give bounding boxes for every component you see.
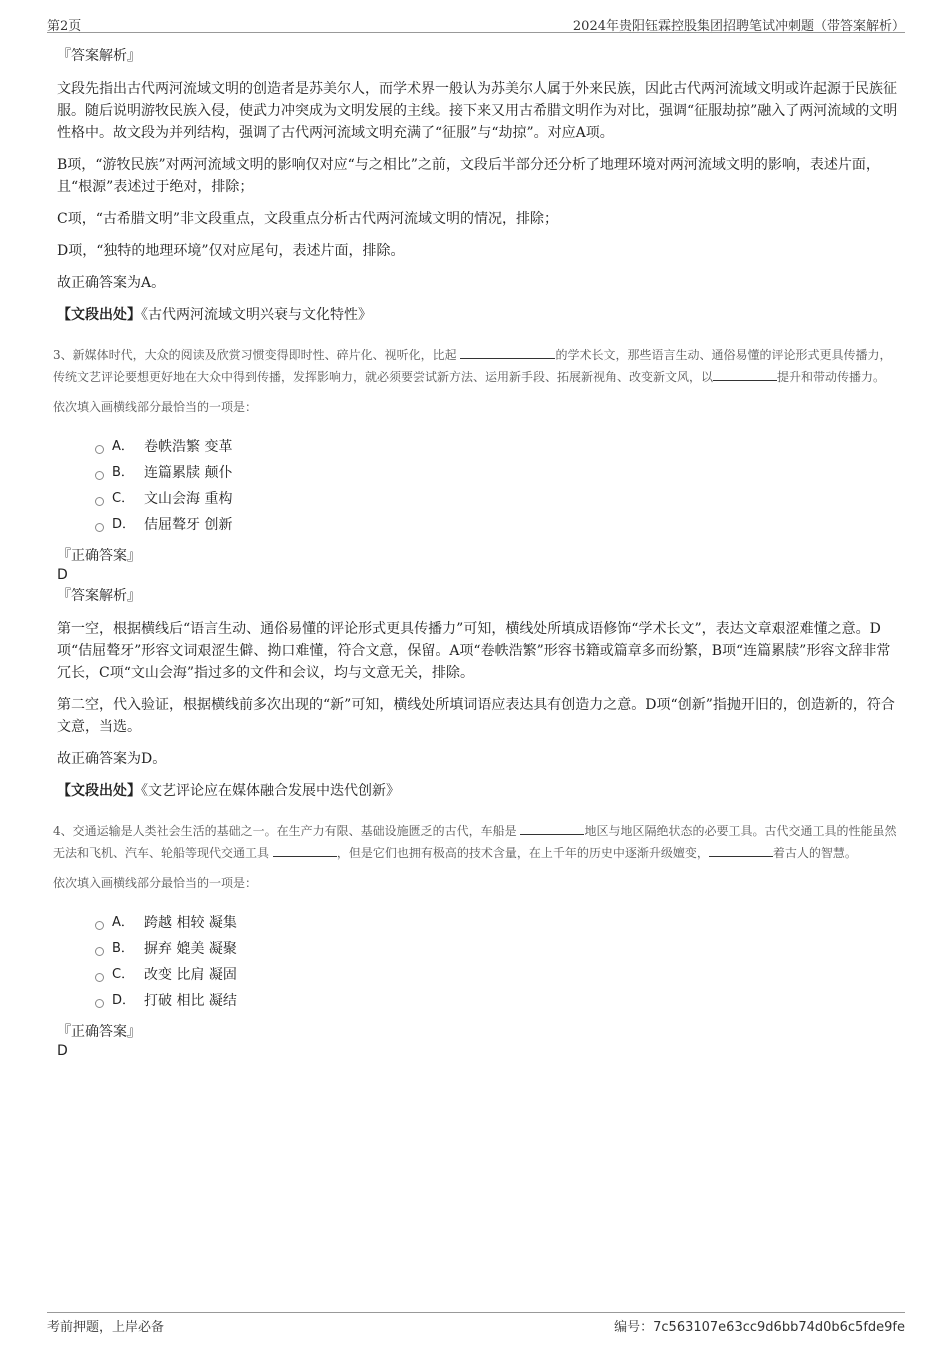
code-value: 7c563107e63cc9d6bb74d0b6c5fde9fe (653, 1320, 905, 1335)
option-b[interactable] (95, 936, 898, 962)
source-line (57, 780, 898, 802)
option-d[interactable] (95, 988, 898, 1014)
radio-icon[interactable] (95, 471, 104, 480)
stem-text: 着古人的智慧。 (772, 846, 857, 860)
stem-text: 3、新媒体时代，大众的阅读及欣赏习惯变得即时性、碎片化、视听化，比起 (53, 348, 461, 362)
source-title: 《文艺评论应在媒体融合发展中迭代创新》 (141, 783, 400, 799)
analysis-paragraph: D项，“独特的地理环境”仅对应尾句，表述片面，排除。 (57, 243, 405, 259)
option-text: 打破 相比 凝结 (144, 993, 237, 1009)
option-text: 连篇累牍 颠仆 (144, 465, 233, 481)
question-prompt: 依次填入画横线部分最恰当的一项是： (53, 876, 258, 890)
conclusion: 故正确答案为D。 (57, 751, 167, 767)
option-letter: B． (112, 941, 134, 956)
option-letter: A． (112, 915, 134, 930)
options-list (95, 910, 898, 1014)
options-list (95, 434, 898, 538)
radio-icon[interactable] (95, 523, 104, 532)
analysis-tag: 『答案解析』 (57, 588, 141, 604)
conclusion: 故正确答案为A。 (57, 275, 166, 291)
analysis-paragraph: C项，“古希腊文明”非文段重点，文段重点分析古代两河流域文明的情况，排除； (57, 211, 559, 227)
question-4-stem (53, 820, 898, 864)
option-d[interactable] (95, 512, 898, 538)
document-title: 2024年贵阳钰霖控股集团招聘笔试冲刺题（带答案解析） (572, 19, 905, 34)
radio-icon[interactable] (95, 921, 104, 930)
radio-icon[interactable] (95, 445, 104, 454)
blank-line (709, 843, 773, 857)
code-label: 编号： (614, 1320, 654, 1335)
radio-icon[interactable] (95, 947, 104, 956)
option-letter: A． (112, 439, 134, 454)
page-content (53, 46, 898, 1062)
option-letter: B． (112, 465, 134, 480)
radio-icon[interactable] (95, 497, 104, 506)
option-b[interactable] (95, 460, 898, 486)
stem-text: 的学术长文，那些语言生动、通俗易懂的评论形式更具传播力，传统文艺评论要想更好地在大众中得到传播，发挥影响力，就必须要尝试新方法、运用新手段、拓展新视角、改变新文风，以 (53, 348, 892, 384)
correct-answer: D (57, 567, 68, 583)
blank-line (520, 821, 584, 835)
correct-answer: D (57, 1043, 68, 1059)
blank-line (713, 367, 777, 381)
option-letter: C． (112, 491, 135, 506)
stem-text: 4、交通运输是人类社会生活的基础之一。在生产力有限、基础设施匮乏的古代，车船是 (53, 824, 521, 838)
option-text: 卷帙浩繁 变革 (144, 439, 233, 455)
blank-line (460, 345, 555, 359)
answer-tag: 『正确答案』 (57, 1024, 141, 1040)
radio-icon[interactable] (95, 973, 104, 982)
option-c[interactable] (95, 486, 898, 512)
option-letter: D． (112, 517, 136, 532)
option-text: 跨越 相较 凝集 (144, 915, 237, 931)
option-a[interactable] (95, 434, 898, 460)
source-label: 【文段出处】 (57, 307, 141, 323)
option-text: 文山会海 重构 (144, 491, 233, 507)
option-text: 摒弃 媲美 凝聚 (144, 941, 237, 957)
source-line (57, 304, 898, 326)
source-title: 《古代两河流域文明兴衰与文化特性》 (141, 307, 372, 323)
footer-slogan: 考前押题，上岸必备 (47, 1320, 165, 1335)
option-text: 改变 比肩 凝固 (144, 967, 237, 983)
document-code (614, 1316, 905, 1335)
question-prompt: 依次填入画横线部分最恰当的一项是： (53, 400, 258, 414)
question-3-stem (53, 344, 898, 388)
option-letter: C． (112, 967, 135, 982)
analysis-paragraph: 文段先指出古代两河流域文明的创造者是苏美尔人，而学术界一般认为苏美尔人属于外来民族，因此古代两河流域文明或许起源于民族征服。随后说明游牧民族入侵，使武力冲突成为文明发展的主线。接下来又用古希腊文明作为对比，强调“征服劫掠”融入了两河流域的文明性格中。故文段为并列结构，强调了古代两河流域文明充满了“征服”与“劫掠”。对应A项。 (57, 81, 898, 141)
radio-icon[interactable] (95, 999, 104, 1008)
analysis-paragraph: 第二空，代入验证，根据横线前多次出现的“新”可知，横线处所填词语应表达具有创造力之意。D项“创新”指抛开旧的，创造新的，符合文意，当选。 (57, 697, 895, 735)
analysis-tag: 『答案解析』 (57, 48, 141, 64)
option-a[interactable] (95, 910, 898, 936)
option-c[interactable] (95, 962, 898, 988)
page-header (47, 12, 905, 33)
blank-line (273, 843, 337, 857)
answer-tag: 『正确答案』 (57, 548, 141, 564)
option-letter: D． (112, 993, 136, 1008)
source-label: 【文段出处】 (57, 783, 141, 799)
stem-text: 提升和带动传播力。 (777, 370, 886, 384)
page-footer (47, 1312, 905, 1335)
stem-text: ，但是它们也拥有极高的技术含量，在上千年的历史中逐渐升级嬗变， (336, 846, 709, 860)
analysis-paragraph: 第一空，根据横线后“语言生动、通俗易懂的评论形式更具传播力”可知，横线处所填成语修饰“学术长文”，表达文章艰涩难懂之意。D项“佶屈聱牙”形容文词艰涩生僻、拗口难懂，符合文意，保留。A项“卷帙浩繁”形容书籍或篇章多而纷繁，B项“连篇累牍”形容文辞非常冗长，C项“文山会海”指过多的文件和会议，均与文意无关，排除。 (57, 621, 891, 681)
analysis-paragraph: B项，“游牧民族”对两河流域文明的影响仅对应“与之相比”之前，文段后半部分还分析了地理环境对两河流域文明的影响，表述片面，且“根源”表述过于绝对，排除； (57, 157, 880, 195)
stem-text: 地区与地区隔绝状态的必要工具。古代交通工具的性能虽然无法和飞机、汽车、轮船等现代交通工具 (53, 824, 897, 860)
page-number: 第2页 (47, 19, 82, 34)
option-text: 佶屈聱牙 创新 (144, 517, 233, 533)
